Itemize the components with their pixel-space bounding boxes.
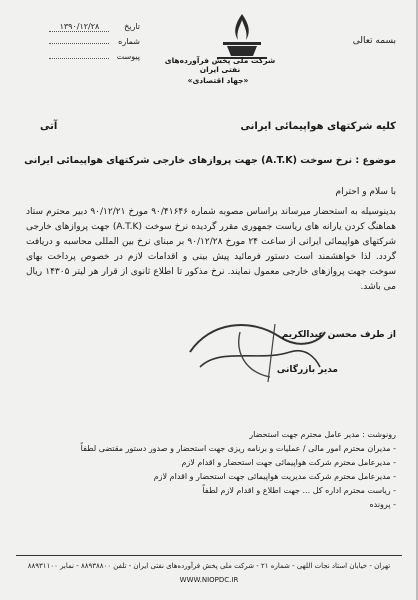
copy-line: - مدیرعامل محترم شرکت مدیریت هواپیمائی جهت استحضار و اقدام لازم — [153, 472, 396, 481]
official-stamp — [180, 312, 330, 392]
signature-from: از طرف — [360, 330, 396, 340]
signature-title: مدیر بازرگانی — [276, 365, 338, 375]
date-value: ۱۳۹۰/۱۲/۲۸ — [49, 22, 109, 32]
copy-line: - مدیرعامل محترم شرکت هواپیمائی جهت استحضار و اقدام لازم — [181, 458, 396, 467]
copies-list — [20, 428, 396, 512]
footer-divider — [16, 555, 402, 556]
copy-line: - ریاست محترم اداره کل ... جهت اطلاع و اقدام لازم لطفاً — [202, 486, 396, 495]
number-label: شماره — [118, 37, 140, 46]
copy-line: - پرونده — [369, 500, 396, 509]
number-field — [30, 37, 140, 46]
company-name: شرکت ملی پخش فرآورده‌های نفتی ایران — [164, 56, 276, 74]
date-label: تاریخ — [124, 22, 140, 31]
signature-name: محسن عبدالکریم — [281, 330, 357, 340]
signature-block — [282, 330, 396, 340]
number-value — [49, 43, 109, 44]
footer-website: WWW.NIOPDC.IR — [179, 576, 239, 584]
recipient-suffix: آتی — [40, 121, 58, 132]
slogan-box: «جهاد اقتصادی» — [187, 76, 249, 85]
attachment-field — [30, 52, 140, 61]
bismillah-heading: بسمه تعالی — [352, 36, 396, 46]
greeting: با سلام و احترام — [335, 187, 396, 197]
date-field — [30, 22, 140, 32]
recipient: کلیه شرکتهای هواپیمائی ایرانی — [240, 121, 396, 132]
copy-line: - مدیران محترم امور مالی / عملیات و برنامه ریزی جهت استحضار و صدور دستور مقتضی لطفاً — [80, 444, 396, 453]
slogan-text: جهاد اقتصادی — [192, 76, 244, 85]
attachment-value — [49, 58, 109, 59]
attachment-label: پیوست — [116, 52, 140, 61]
subject-line: موضوع : نرخ سوخت (A.T.K) جهت پروازهای خارجی شرکتهای هواپیمائی ایرانی — [24, 155, 396, 166]
copy-line: رونوشت : مدیر عامل محترم جهت استحضار — [249, 430, 396, 439]
letter-body: بدینوسیله به استحضار میرساند براساس مصوبه شماره ۹۰/۴۱۶۴۶ مورخ ۹۰/۱۲/۲۱ دبیر محترم ستاد هماهنگ کردن یارانه های ریاست جمهوری مقرر گردیده نرخ سوخت (A.T.K) جهت پروازهای خارجی شرکتهای هواپیمائی ایرانی از ساعت ۲۴ مورخ ۹۰/۱۲/۲۸ بر مبنای نرخ بین المللی محاسبه و دریافت گردد. لذا خواهشمند است دستور فرمائید پیش بینی و اقدامات لازم در خصوص پرداخت بهای سوخت جهت پروازهای خارجی معمول نمایند. نرخ مذکور تا اطلاع ثانوی از قرار هر لیتر ۱۴۳۰۵ ریال می باشد. — [26, 207, 396, 292]
footer-address: تهران - خیابان استاد نجات اللهی - شماره ۲۱ - شرکت ملی پخش فرآورده‌های نفتی ایران - تلفن ۸۸۹۳۸۸۰۰ - نمابر ۸۸۹۳۱۱۰۰ — [27, 562, 391, 570]
